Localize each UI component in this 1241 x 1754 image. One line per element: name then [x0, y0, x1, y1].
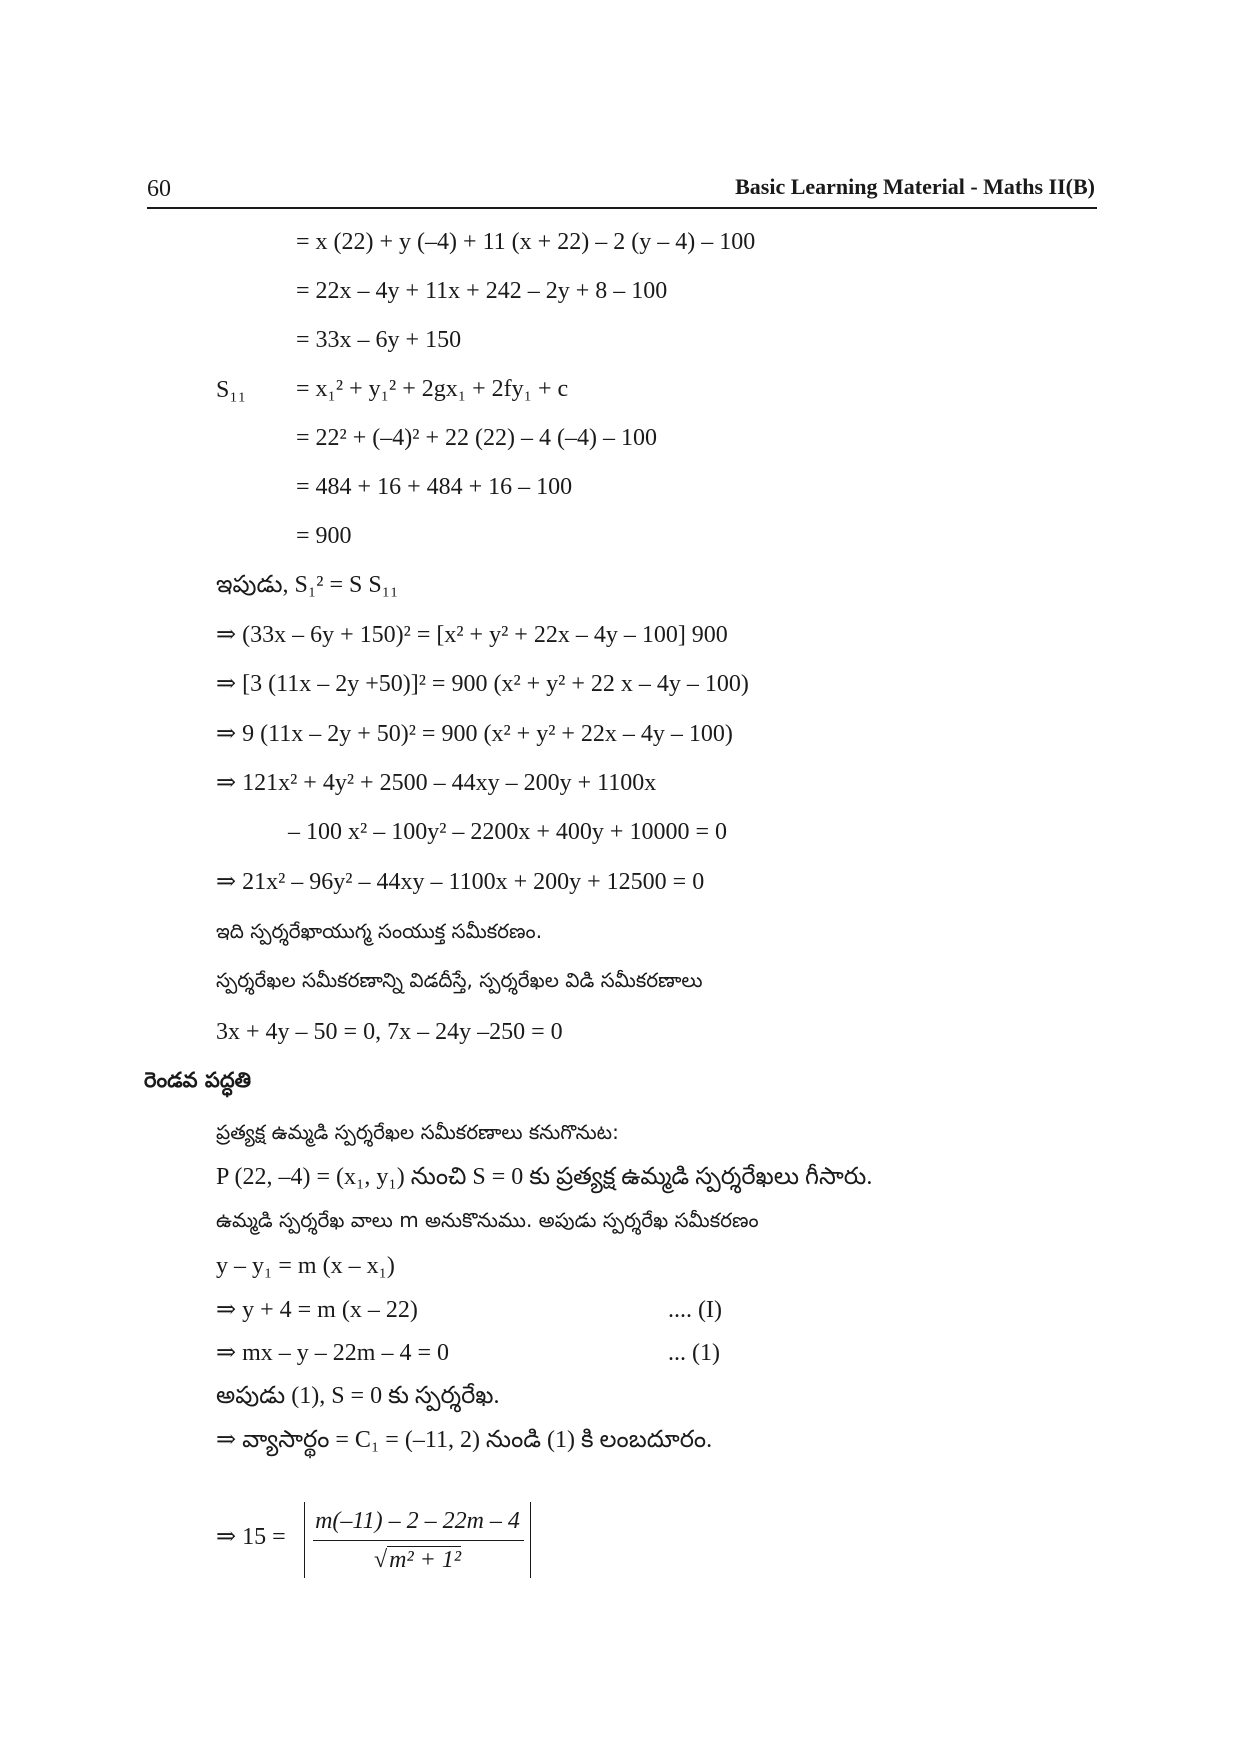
s11-label: S₁₁ — [216, 377, 247, 403]
equation-line: = x (22) + y (–4) + 11 (x + 22) – 2 (y – 4) – 100 — [296, 229, 756, 255]
equation-line: – 100 x² – 100y² – 2200x + 400y + 10000 = 0 — [288, 819, 727, 845]
fraction-bar — [313, 1540, 524, 1541]
running-title: Basic Learning Material - Maths II(B) — [735, 174, 1095, 199]
absolute-value-fraction — [304, 1502, 531, 1578]
equation-line: ⇒ 9 (11x – 2y + 50)² = 900 (x² + y² + 22x – 4y – 100) — [216, 721, 733, 747]
telugu-text-line: ఇది స్పర్శరేఖాయుగ్మ సంయుక్త సమీకరణం. — [216, 919, 543, 943]
equation-line: ఇపుడు, S₁² = S S₁₁ — [216, 572, 399, 598]
radicand: m² + 1² — [389, 1547, 462, 1573]
equation-line: ⇒ 21x² – 96y² – 44xy – 1100x + 200y + 12500 = 0 — [216, 869, 705, 895]
header-rule — [147, 207, 1097, 209]
equation-line: ⇒ వ్యాసార్థం = C₁ = (–11, 2) నుండి (1) కి లంబదూరం. — [216, 1427, 713, 1453]
page-number: 60 — [147, 176, 171, 202]
equation-line: = 484 + 16 + 484 + 16 – 100 — [296, 474, 573, 500]
equation-line: ⇒ (33x – 6y + 150)² = [x² + y² + 22x – 4y – 100] 900 — [216, 622, 728, 648]
equation-line: ⇒ mx – y – 22m – 4 = 0 — [216, 1340, 449, 1366]
equation-line: ⇒ y + 4 = m (x – 22) — [216, 1297, 418, 1323]
fraction-denominator — [305, 1546, 530, 1574]
telugu-text-line: స్పర్శరేఖల సమీకరణాన్ని విడదీస్తే, స్పర్శరేఖల విడి సమీకరణాలు — [216, 968, 703, 992]
equation-line: అపుడు (1), S = 0 కు స్పర్శరేఖ. — [216, 1383, 500, 1409]
telugu-text-line: ప్రత్యక్ష ఉమ్మడి స్పర్శరేఖల సమీకరణాలు కనుగొనుట: — [216, 1120, 619, 1144]
telugu-text-line: ఉమ్మడి స్పర్శరేఖ వాలు m అనుకొనుము. అపుడు స్పర్శరేఖ సమీకరణం — [216, 1208, 759, 1232]
equation-line: = 900 — [296, 523, 352, 549]
equation-line: = x₁² + y₁² + 2gx₁ + 2fy₁ + c — [296, 376, 569, 402]
equation-number: .... (I) — [668, 1297, 722, 1323]
equation-line: = 22x – 4y + 11x + 242 – 2y + 8 – 100 — [296, 278, 668, 304]
equation-line: 3x + 4y – 50 = 0, 7x – 24y –250 = 0 — [216, 1019, 563, 1045]
equation-line: y – y₁ = m (x – x₁) — [216, 1253, 395, 1279]
section-heading: రెండవ పద్ధతి — [144, 1068, 252, 1092]
equation-line: ⇒ [3 (11x – 2y +50)]² = 900 (x² + y² + 22 x – 4y – 100) — [216, 671, 749, 697]
equation-line: = 33x – 6y + 150 — [296, 327, 462, 353]
equation-line: P (22, –4) = (x₁, y₁) నుంచి S = 0 కు ప్రత్యక్ష ఉమ్మడి స్పర్శరేఖలు గీసారు. — [216, 1164, 873, 1190]
equation-number: ... (1) — [668, 1340, 720, 1366]
equation-line: = 22² + (–4)² + 22 (22) – 4 (–4) – 100 — [296, 425, 657, 451]
equation-line: ⇒ 121x² + 4y² + 2500 – 44xy – 200y + 1100x — [216, 770, 657, 796]
fraction-numerator: m(–11) – 2 – 22m – 4 — [315, 1508, 520, 1534]
equation-line: ⇒ 15 = — [216, 1524, 286, 1550]
radical-symbol: √ — [373, 1547, 388, 1573]
